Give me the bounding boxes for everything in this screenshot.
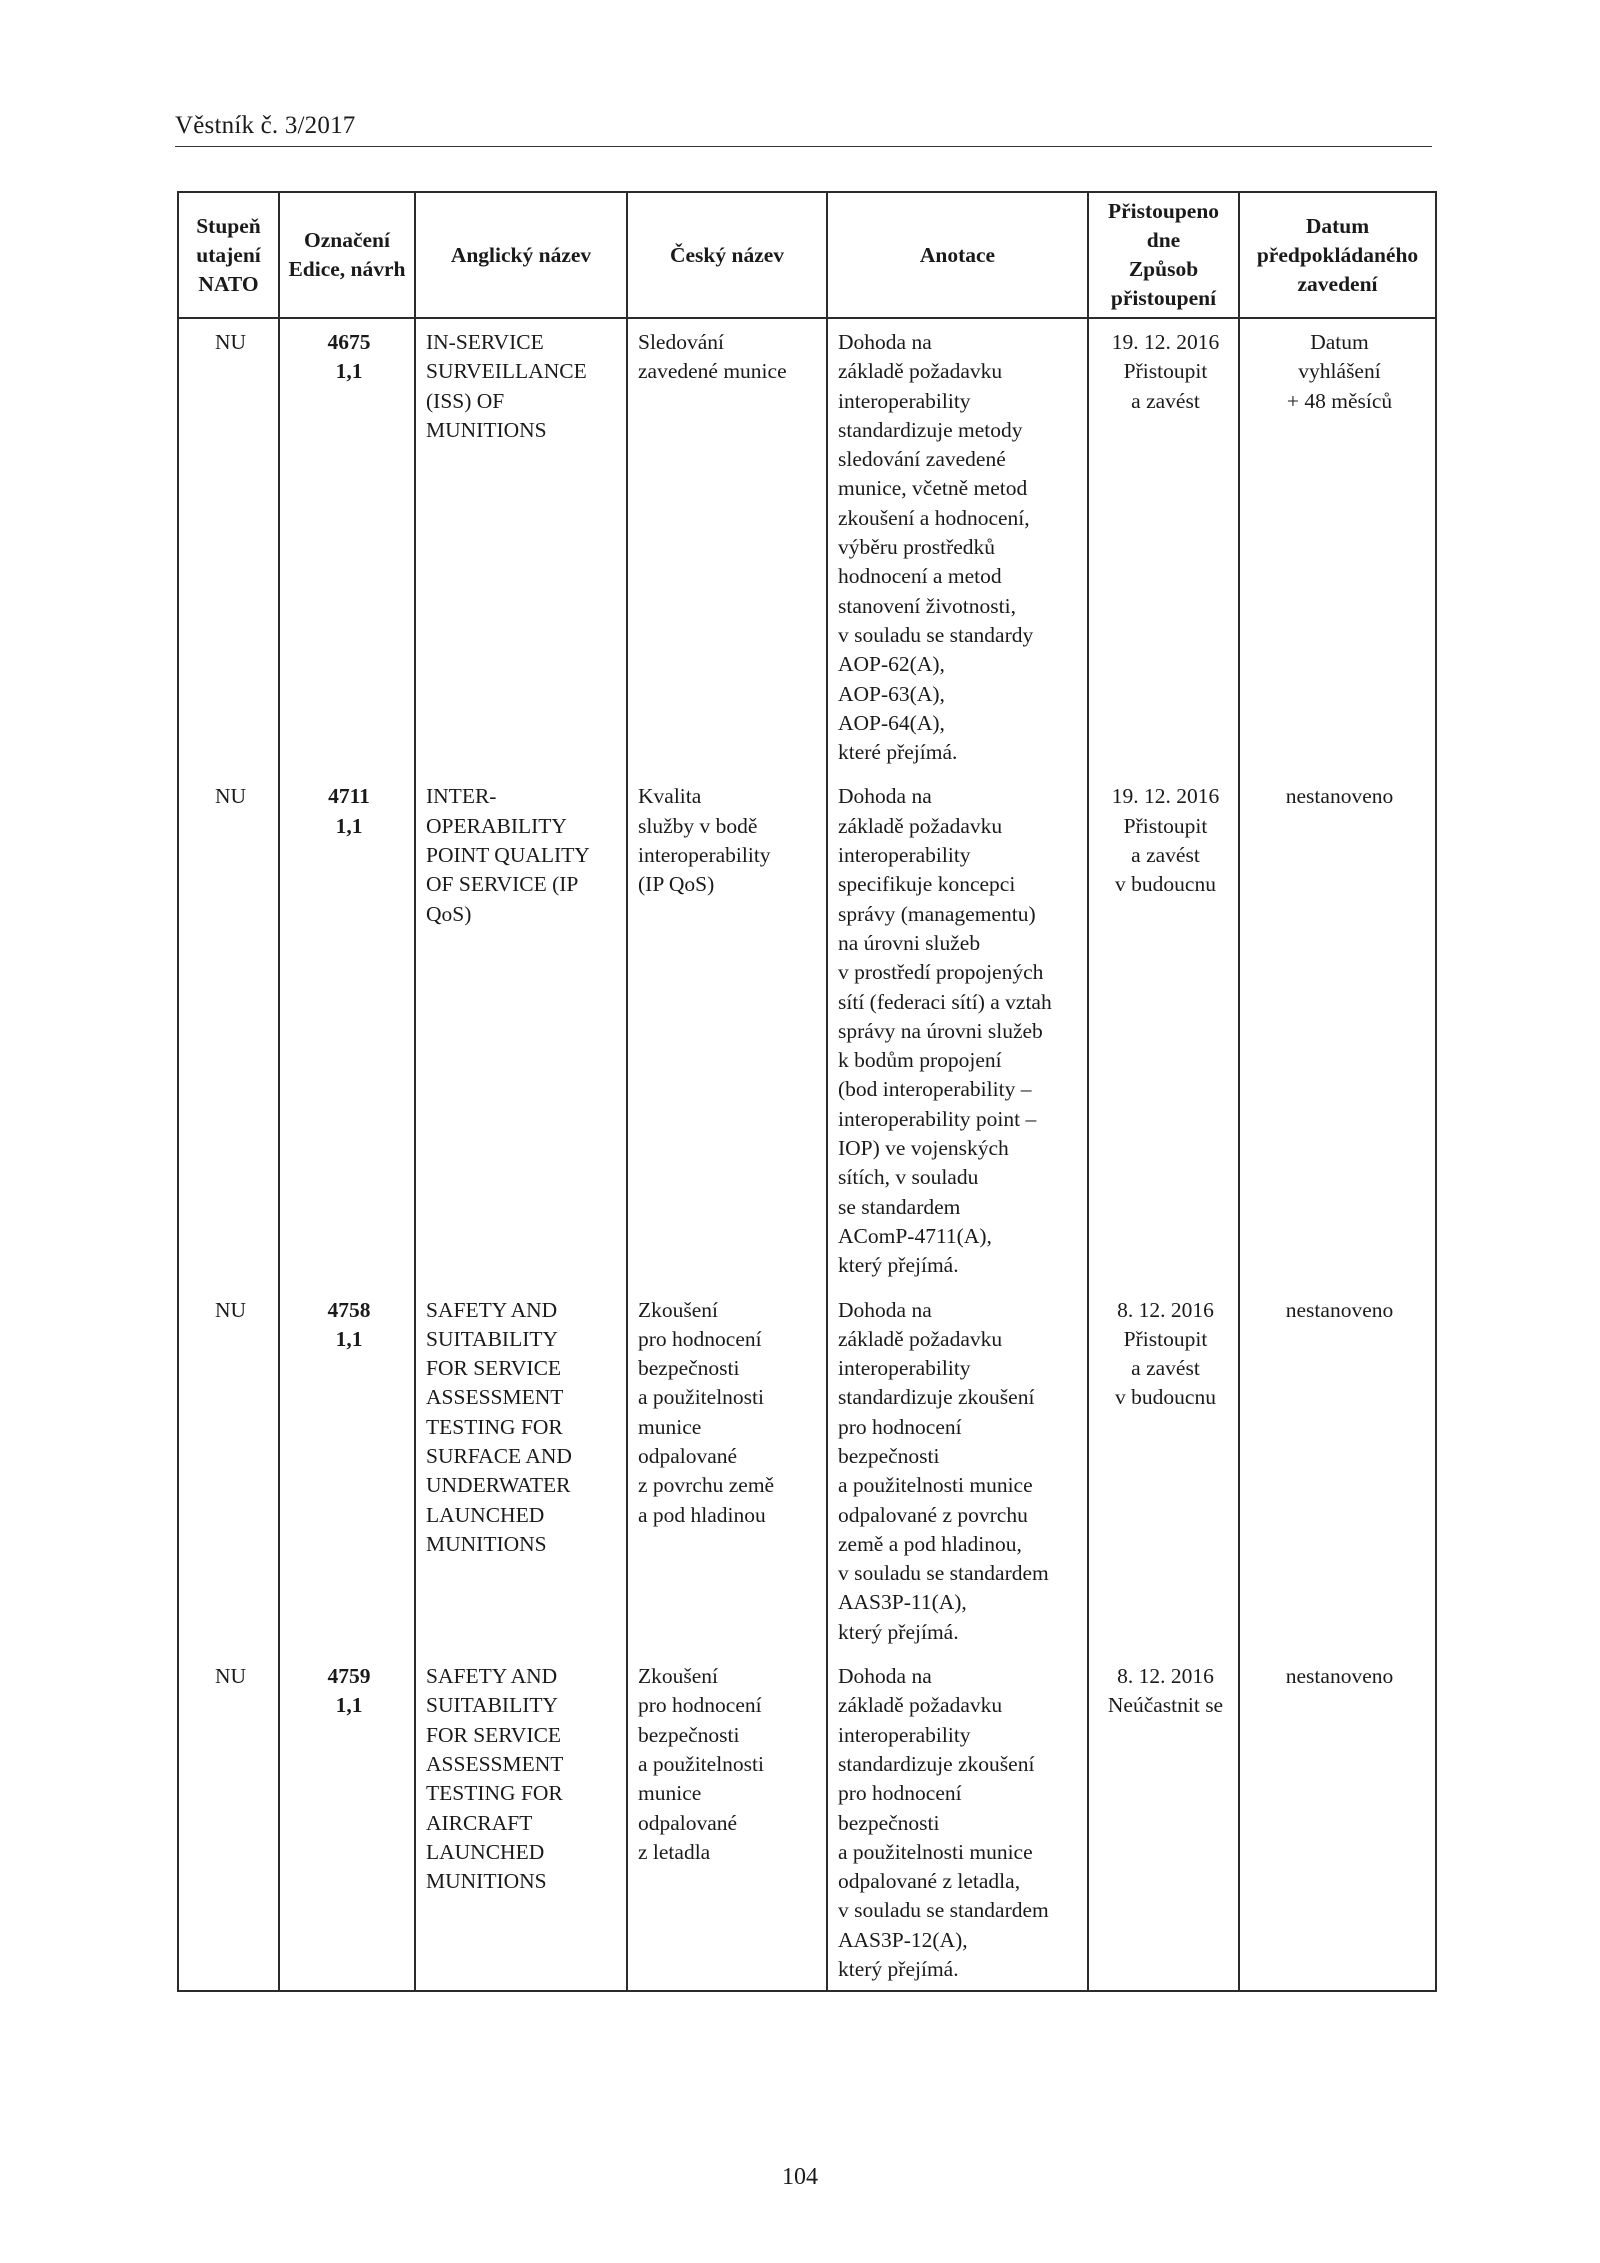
cell-line: a použitelnosti <box>638 1385 764 1410</box>
cell-line: 4711 <box>328 784 370 809</box>
cell-anotace <box>827 1653 1088 1991</box>
cell-pristoupeno <box>1088 773 1239 1286</box>
cell-line: ASSESSMENT <box>426 1385 564 1410</box>
cell-line: SUITABILITY <box>426 1326 559 1351</box>
cell-line: odpalované <box>638 1810 738 1835</box>
cell-line: Dohoda na <box>838 784 932 809</box>
cell-line: a zavést <box>1131 388 1200 413</box>
cell-anotace <box>827 1287 1088 1654</box>
cell-line: odpalované <box>638 1443 738 1468</box>
header-rule <box>175 146 1432 147</box>
cell-line: LAUNCHED <box>426 1502 545 1527</box>
cell-line: Neúčastnit se <box>1107 1693 1224 1718</box>
cell-line: AOP-64(A), <box>838 710 945 735</box>
cell-line: k bodům propojení <box>838 1048 1002 1073</box>
cell-line: SAFETY AND <box>426 1664 558 1689</box>
cell-line: základě požadavku <box>838 813 1003 838</box>
cell-line: SURFACE AND <box>426 1443 572 1468</box>
table-header-row <box>178 192 1436 318</box>
cell-line: pro hodnocení <box>638 1693 762 1718</box>
cell-pristoupeno <box>1088 1653 1239 1991</box>
cell-line: Dohoda na <box>838 1664 932 1689</box>
cell-line: specifikuje koncepci <box>838 872 1016 897</box>
cell-line: zkoušení a hodnocení, <box>838 505 1030 530</box>
cell-line: a použitelnosti munice <box>838 1473 1033 1498</box>
cell-line: 4758 <box>327 1297 371 1322</box>
cell-line: MUNITIONS <box>426 417 547 442</box>
table-row <box>178 318 1436 773</box>
cell-line: sítích, v souladu <box>838 1165 979 1190</box>
standards-table <box>177 191 1437 1992</box>
table-row <box>178 773 1436 1286</box>
cell-line: z letadla <box>638 1839 711 1864</box>
cell-line: bezpečnosti <box>838 1443 940 1468</box>
cell-line: MUNITIONS <box>426 1869 547 1894</box>
cell-line: který přejímá. <box>838 1957 959 1982</box>
cell-line: které přejímá. <box>838 740 958 765</box>
cell-line: Přistoupit <box>1123 813 1208 838</box>
cell-line: IOP) ve vojenských <box>838 1136 1009 1161</box>
cell-line: správy na úrovni služeb <box>838 1018 1043 1043</box>
cell-line: standardizuje zkoušení <box>838 1385 1035 1410</box>
cell-line: 1,1 <box>335 1693 363 1718</box>
cell-line: AOP-62(A), <box>838 652 945 677</box>
running-head: Věstník č. 3/2017 <box>175 112 356 139</box>
cell-line: SAFETY AND <box>426 1297 558 1322</box>
cell-line: TESTING FOR <box>426 1414 563 1439</box>
cell-line: interoperability <box>838 388 971 413</box>
cell-datum <box>1239 773 1436 1286</box>
cell-line: a použitelnosti munice <box>838 1839 1033 1864</box>
cell-line: interoperability point – <box>838 1106 1037 1131</box>
cell-line: FOR SERVICE <box>426 1722 562 1747</box>
cell-line: 4675 <box>327 330 371 354</box>
cell-stupen: NU <box>178 1287 279 1654</box>
cell-stupen: NU <box>178 318 279 773</box>
cell-line: (ISS) OF <box>426 388 505 413</box>
cell-line: SUITABILITY <box>426 1693 559 1718</box>
cell-line: AAS3P-11(A), <box>838 1590 967 1615</box>
cell-line: pro hodnocení <box>638 1326 762 1351</box>
cell-line: hodnocení a metod <box>838 564 1002 589</box>
cell-line: základě požadavku <box>838 1326 1003 1351</box>
cell-line: Dohoda na <box>838 330 932 354</box>
cell-line: AOP-63(A), <box>838 681 945 706</box>
cell-line: v souladu se standardy <box>838 622 1034 647</box>
cell-line: Kvalita <box>638 784 702 809</box>
cell-line: munice, včetně metod <box>838 476 1028 501</box>
header-anglicky: Anglický název <box>415 192 627 318</box>
cell-line: na úrovni služeb <box>838 930 981 955</box>
cell-line: Přistoupit <box>1123 359 1208 384</box>
cell-line: odpalované z povrchu <box>838 1502 1028 1527</box>
cell-anglicky <box>415 1653 627 1991</box>
cell-line: standardizuje metody <box>838 417 1023 442</box>
cell-line: v budoucnu <box>1115 1385 1216 1410</box>
cell-line: který přejímá. <box>838 1253 959 1278</box>
header-pristoupeno: Přistoupeno dne Způsob přistoupení <box>1088 192 1239 318</box>
header-cesky: Český název <box>627 192 827 318</box>
header-datum: Datum předpokládaného zavedení <box>1239 192 1436 318</box>
cell-line: se standardem <box>838 1194 961 1219</box>
cell-anglicky <box>415 318 627 773</box>
cell-line: zavedené munice <box>638 359 787 384</box>
cell-line: nestanoveno <box>1285 1297 1394 1322</box>
cell-line: AComP-4711(A), <box>838 1223 992 1248</box>
cell-line: správy (managementu) <box>838 901 1036 926</box>
cell-line: a zavést <box>1131 1356 1200 1381</box>
cell-line: 19. 12. 2016 <box>1111 330 1220 354</box>
cell-oznaceni <box>279 1653 415 1991</box>
cell-line: munice <box>638 1414 702 1439</box>
table-row <box>178 1287 1436 1654</box>
cell-line: základě požadavku <box>838 1693 1003 1718</box>
header-anotace: Anotace <box>827 192 1088 318</box>
cell-line: a zavést <box>1131 843 1200 868</box>
cell-cesky <box>627 1653 827 1991</box>
cell-pristoupeno <box>1088 1287 1239 1654</box>
cell-line: který přejímá. <box>838 1619 959 1644</box>
cell-line: OPERABILITY <box>426 813 567 838</box>
cell-line: Datum <box>1310 330 1369 354</box>
cell-line: sítí (federaci sítí) a vztah <box>838 989 1052 1014</box>
cell-line: nestanoveno <box>1285 1664 1394 1689</box>
page-number: 104 <box>782 2164 818 2190</box>
cell-line: munice <box>638 1781 702 1806</box>
cell-line: výběru prostředků <box>838 535 996 560</box>
cell-line: (IP QoS) <box>638 872 715 897</box>
cell-line: sledování zavedené <box>838 447 1006 472</box>
cell-line: FOR SERVICE <box>426 1356 562 1381</box>
cell-datum <box>1239 1287 1436 1654</box>
cell-cesky <box>627 318 827 773</box>
cell-line: interoperability <box>638 843 771 868</box>
table-row <box>178 1653 1436 1991</box>
cell-anglicky <box>415 1287 627 1654</box>
cell-line: interoperability <box>838 843 971 868</box>
cell-line: stanovení životnosti, <box>838 593 1016 618</box>
cell-line: 8. 12. 2016 <box>1117 1664 1214 1689</box>
cell-anotace <box>827 318 1088 773</box>
cell-line: základě požadavku <box>838 359 1003 384</box>
cell-line: a použitelnosti <box>638 1751 764 1776</box>
cell-line: 1,1 <box>335 359 363 384</box>
cell-line: Dohoda na <box>838 1297 932 1322</box>
cell-line: a pod hladinou <box>638 1502 766 1527</box>
cell-line: AIRCRAFT <box>426 1810 533 1835</box>
cell-line: POINT QUALITY <box>426 843 590 868</box>
cell-line: bezpečnosti <box>638 1722 740 1747</box>
cell-line: interoperability <box>838 1356 971 1381</box>
cell-line: Zkoušení <box>638 1664 719 1689</box>
cell-line: TESTING FOR <box>426 1781 563 1806</box>
cell-oznaceni <box>279 1287 415 1654</box>
cell-line: IN-SERVICE <box>426 330 544 354</box>
cell-line: odpalované z letadla, <box>838 1869 1021 1894</box>
table-body <box>178 318 1436 1991</box>
cell-line: ASSESSMENT <box>426 1751 564 1776</box>
cell-line: Přistoupit <box>1123 1326 1208 1351</box>
cell-line: 8. 12. 2016 <box>1117 1297 1214 1322</box>
cell-oznaceni <box>279 773 415 1286</box>
cell-line: INTER- <box>426 784 497 809</box>
cell-line: vyhlášení <box>1298 359 1381 384</box>
cell-line: LAUNCHED <box>426 1839 545 1864</box>
cell-anglicky <box>415 773 627 1286</box>
cell-line: bezpečnosti <box>838 1810 940 1835</box>
cell-line: 4759 <box>327 1664 371 1689</box>
cell-line: 19. 12. 2016 <box>1111 784 1220 809</box>
cell-line: QoS) <box>426 901 472 926</box>
cell-line: + 48 měsíců <box>1286 388 1393 413</box>
cell-line: UNDERWATER <box>426 1473 571 1498</box>
cell-line: v prostředí propojených <box>838 960 1044 985</box>
cell-cesky <box>627 773 827 1286</box>
cell-datum <box>1239 1653 1436 1991</box>
cell-line: MUNITIONS <box>426 1531 547 1556</box>
cell-line: 1,1 <box>335 1326 363 1351</box>
cell-line: SURVEILLANCE <box>426 359 587 384</box>
cell-line: interoperability <box>838 1722 971 1747</box>
header-oznaceni: Označení Edice, návrh <box>279 192 415 318</box>
cell-line: v souladu se standardem <box>838 1898 1049 1923</box>
cell-line: v souladu se standardem <box>838 1561 1049 1586</box>
cell-anotace <box>827 773 1088 1286</box>
cell-line: v budoucnu <box>1115 872 1216 897</box>
cell-line: služby v bodě <box>638 813 758 838</box>
cell-line: OF SERVICE (IP <box>426 872 579 897</box>
cell-datum <box>1239 318 1436 773</box>
cell-line: nestanoveno <box>1285 784 1394 809</box>
cell-line: Sledování <box>638 330 724 354</box>
cell-line: země a pod hladinou, <box>838 1531 1022 1556</box>
header-stupen: Stupeň utajení NATO <box>178 192 279 318</box>
cell-stupen: NU <box>178 1653 279 1991</box>
cell-line: AAS3P-12(A), <box>838 1927 968 1952</box>
cell-line: Zkoušení <box>638 1297 719 1322</box>
cell-line: z povrchu země <box>638 1473 775 1498</box>
cell-cesky <box>627 1287 827 1654</box>
cell-line: (bod interoperability – <box>838 1077 1032 1102</box>
cell-line: bezpečnosti <box>638 1356 740 1381</box>
cell-stupen: NU <box>178 773 279 1286</box>
cell-line: 1,1 <box>335 813 363 838</box>
cell-line: standardizuje zkoušení <box>838 1751 1035 1776</box>
cell-oznaceni <box>279 318 415 773</box>
cell-line: pro hodnocení <box>838 1781 962 1806</box>
cell-line: pro hodnocení <box>838 1414 962 1439</box>
cell-pristoupeno <box>1088 318 1239 773</box>
